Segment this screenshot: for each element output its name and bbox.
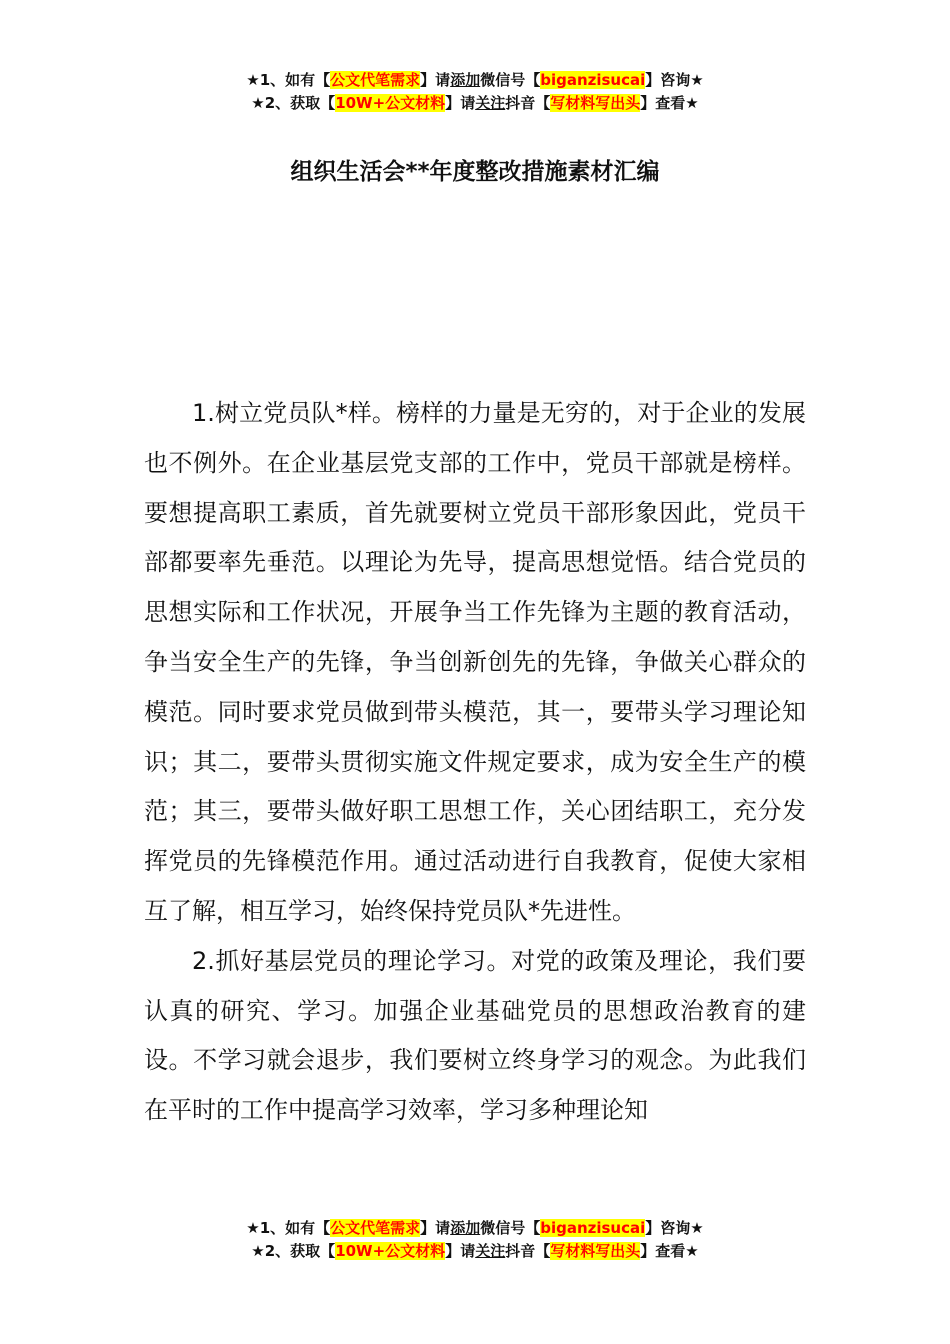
footer-ad-line-2 — [0, 1240, 950, 1263]
footer-ad-line-1 — [0, 1217, 950, 1240]
ad-highlight: 公文代笔需求 — [330, 1219, 421, 1237]
ad-text: 微信号【 — [480, 71, 541, 89]
ad-highlight: 10W+公文材料 — [335, 94, 446, 112]
ad-highlight-douyin-id: 写材料写出头 — [550, 94, 641, 112]
header-ad-line-1 — [0, 69, 950, 92]
header-ad-line-2 — [0, 92, 950, 115]
ad-underlined-text: 关注 — [475, 94, 506, 112]
ad-text: 】查看★ — [640, 1242, 699, 1260]
ad-text: 】请 — [445, 94, 476, 112]
document-body — [144, 389, 806, 1136]
header-ad — [0, 69, 950, 115]
ad-underlined-text: 关注 — [475, 1242, 506, 1260]
ad-highlight-wechat-id: biganzisucai — [540, 1219, 646, 1237]
ad-text: 】咨询★ — [645, 71, 704, 89]
ad-highlight-wechat-id: biganzisucai — [540, 71, 646, 89]
ad-text: ★1、如有【 — [246, 71, 331, 89]
ad-text: 】咨询★ — [645, 1219, 704, 1237]
ad-text: 】查看★ — [640, 94, 699, 112]
ad-text: ★2、获取【 — [251, 1242, 336, 1260]
footer-ad — [0, 1217, 950, 1263]
ad-text: 抖音【 — [505, 1242, 551, 1260]
ad-text: 】请 — [420, 1219, 451, 1237]
ad-text: 微信号【 — [480, 1219, 541, 1237]
ad-highlight: 10W+公文材料 — [335, 1242, 446, 1260]
ad-underlined-text: 添加 — [450, 71, 481, 89]
ad-text: ★2、获取【 — [251, 94, 336, 112]
ad-text: 抖音【 — [505, 94, 551, 112]
ad-underlined-text: 添加 — [450, 1219, 481, 1237]
paragraph-1: 1.树立党员队*样。榜样的力量是无穷的，对于企业的发展也不例外。在企业基层党支部的工作中，党员干部就是榜样。要想提高职工素质，首先就要树立党员干部形象因此，党员干部都要率先垂范。以理论为先导，提高思想觉悟。结合党员的思想实际和工作状况，开展争当工作先锋为主题的教育活动，争当安全生产的先锋，争当创新创先的先锋，争做关心群众的模范。同时要求党员做到带头模范，其一，要带头学习理论知识；其二，要带头贯彻实施文件规定要求，成为安全生产的模范；其三，要带头做好职工思想工作，关心团结职工，充分发挥党员的先锋模范作用。通过活动进行自我教育，促使大家相互了解，相互学习，始终保持党员队*先进性。 — [144, 399, 806, 925]
ad-highlight: 公文代笔需求 — [330, 71, 421, 89]
ad-text: 】请 — [445, 1242, 476, 1260]
paragraph-2: 2.抓好基层党员的理论学习。对党的政策及理论，我们要认真的研究、学习。加强企业基础党员的思想政治教育的建设。不学习就会退步，我们要树立终身学习的观念。为此我们在平时的工作中提高学习效率，学习多种理论知 — [144, 946, 806, 1125]
ad-text: 】请 — [420, 71, 451, 89]
ad-highlight-douyin-id: 写材料写出头 — [550, 1242, 641, 1260]
document-title: 组织生活会**年度整改措施素材汇编 — [290, 159, 660, 185]
ad-text: ★1、如有【 — [246, 1219, 331, 1237]
